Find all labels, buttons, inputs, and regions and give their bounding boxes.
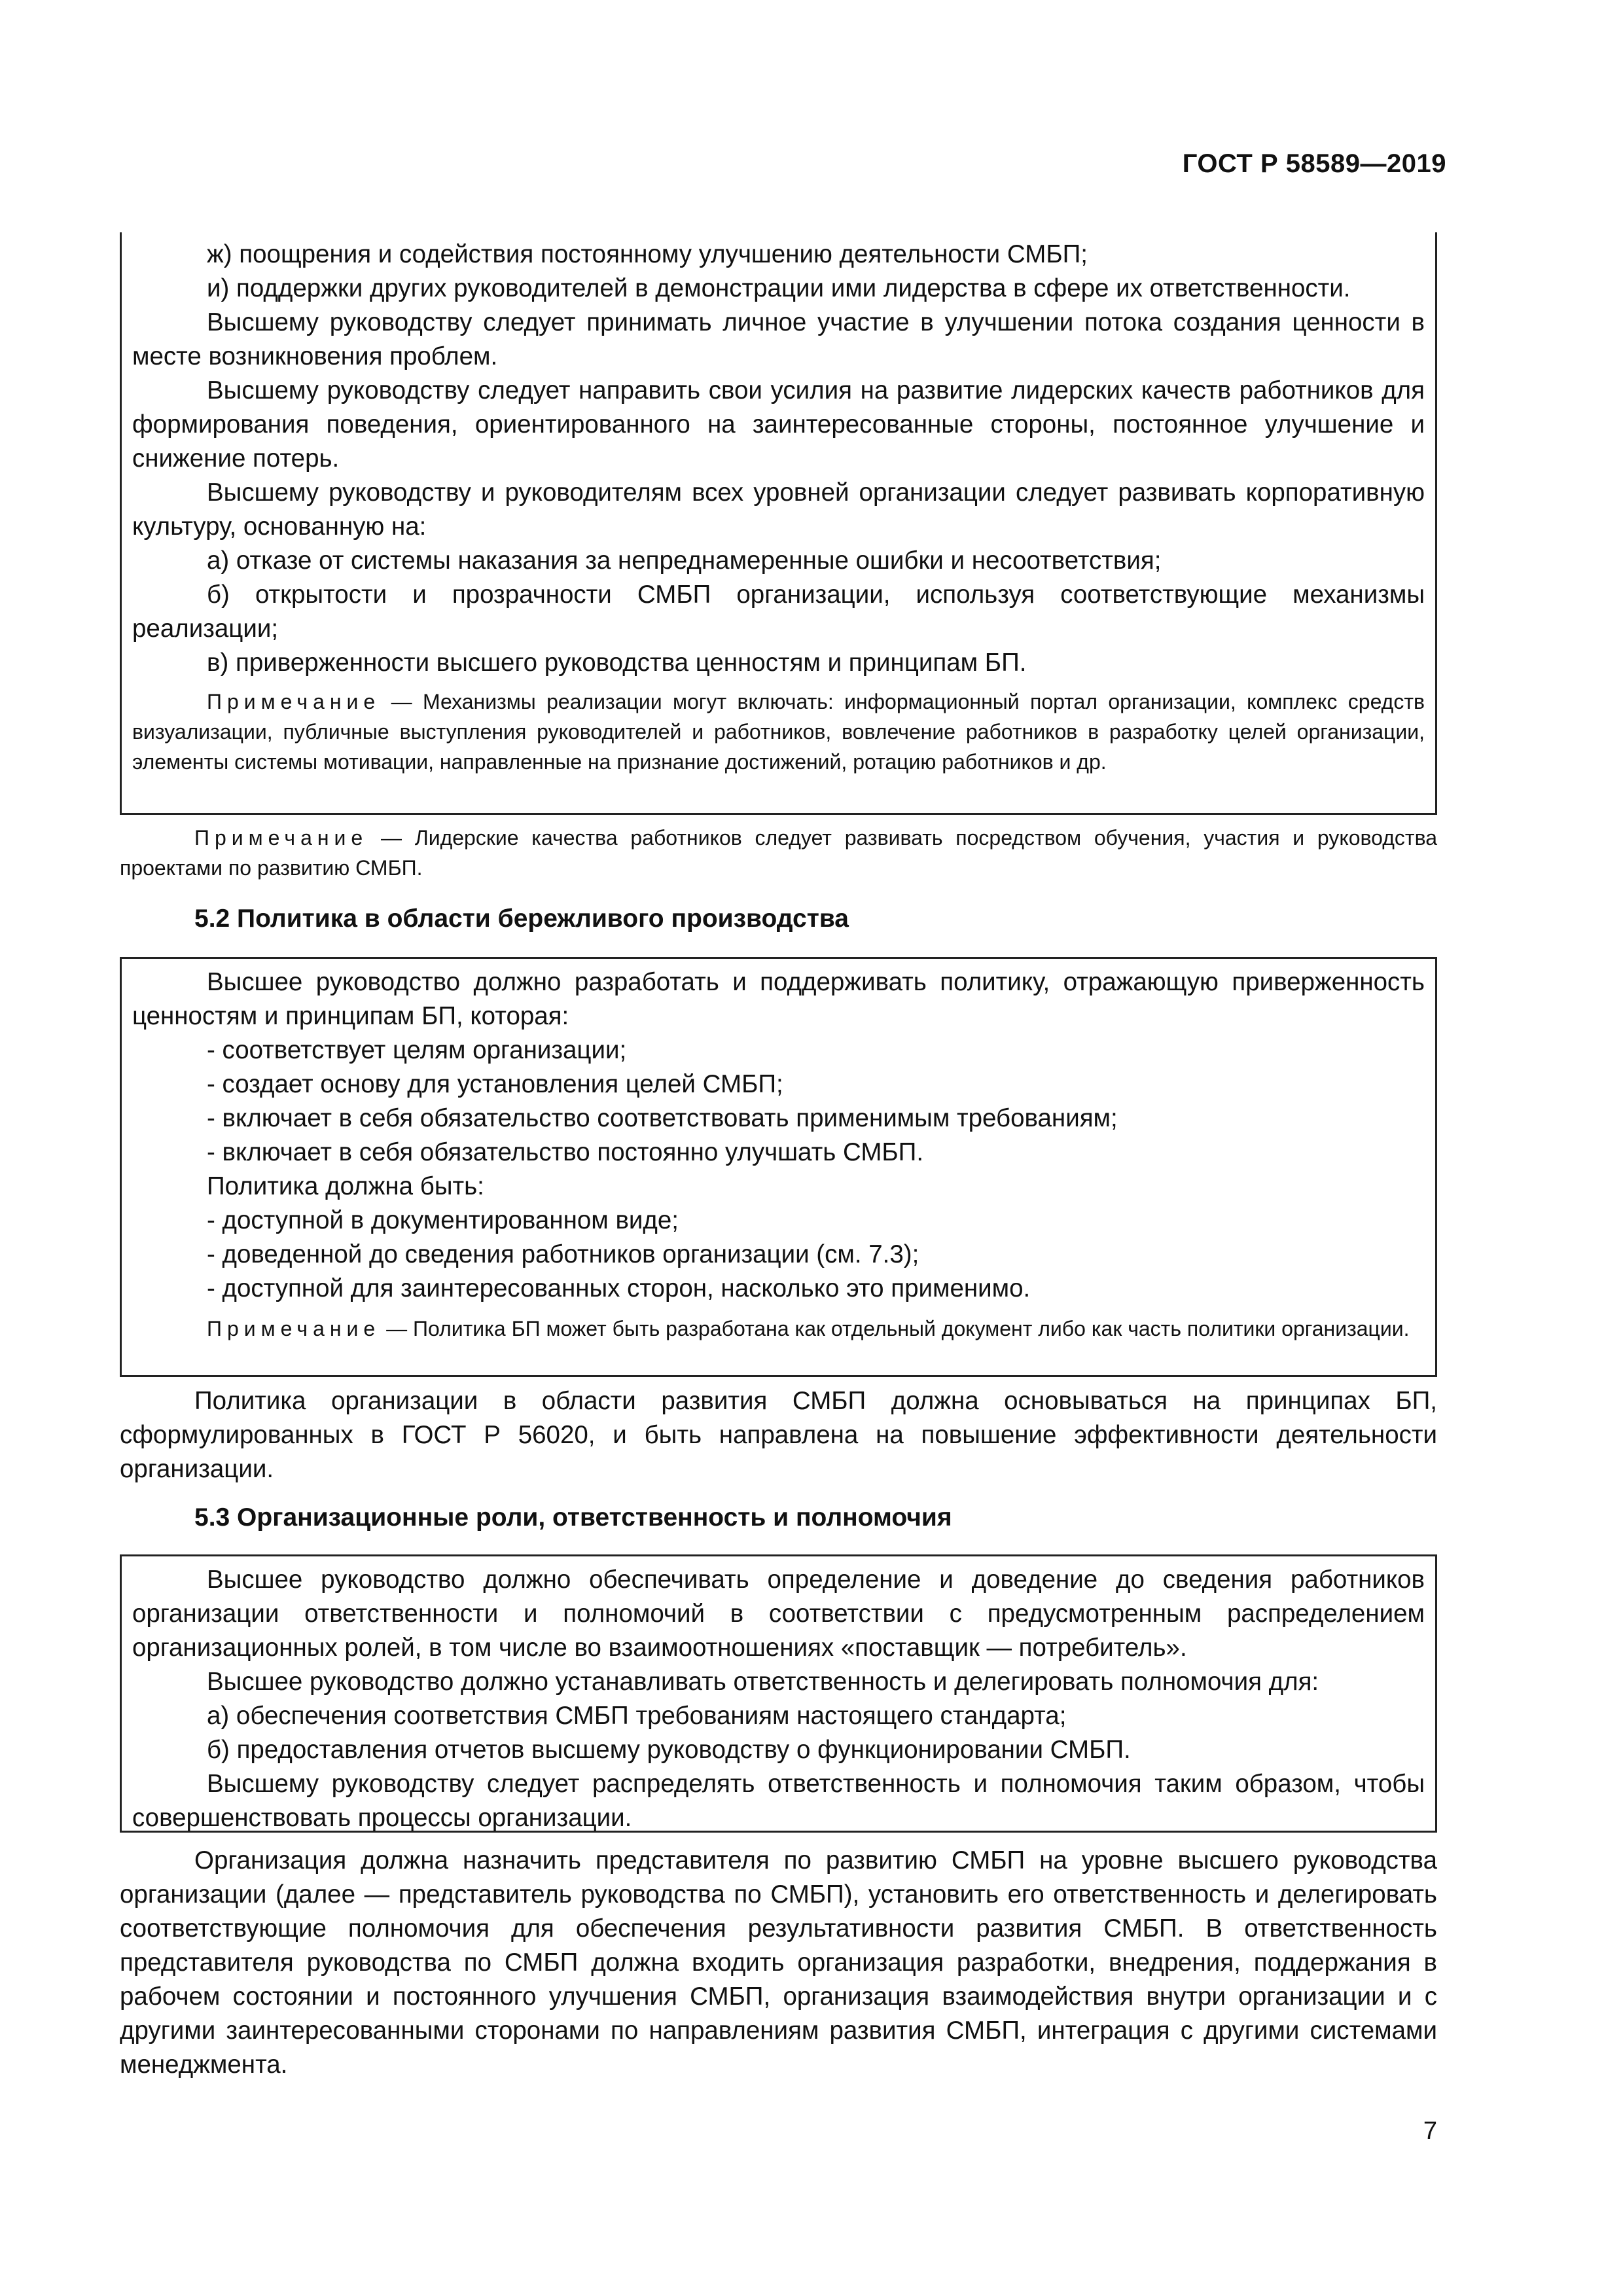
paragraph-block	[120, 1384, 1437, 1486]
list-item: а) отказе от системы наказания за непреднамеренные ошибки и несоответствия;	[207, 547, 1162, 575]
list-item: в) приверженности высшего руководства ценностям и принципам БП.	[207, 649, 1027, 677]
list-item: и) поддержки других руководителей в демонстрации ими лидерства в сфере их ответственности.	[207, 274, 1351, 302]
paragraph: Высшему руководству следует направить свои усилия на развитие лидерских качеств работников для формирования поведения, ориентированного на заинтересованные стороны, постоянное улучшение и снижение потерь.	[132, 376, 1425, 473]
note-label: Примечание	[207, 690, 381, 713]
note	[120, 823, 1437, 883]
standard-header: ГОСТ Р 58589—2019	[1182, 149, 1446, 178]
note	[132, 687, 1425, 777]
paragraph: Организация должна назначить представителя по развитию СМБП на уровне высшего руководства организации (далее — представитель руководства по СМБП), установить его ответственность и делегировать соответствующие полномочия для обеспечения результативности развития СМБП. В ответственность представителя руководства по СМБП должна входить организация разработки, внедрения, поддержания в рабочем состоянии и постоянного улучшения СМБП, организация взаимодействия внутри организации и с другими заинтересованными сторонами по направлениям развития СМБП, интеграция с другими системами менеджмента.	[120, 1846, 1437, 2079]
section-heading-5-2: 5.2 Политика в области бережливого производства	[194, 905, 849, 933]
list-item: - доведенной до сведения работников организации (см. 7.3);	[207, 1240, 919, 1268]
requirements-box-policy	[120, 957, 1437, 1377]
paragraph: Высшему руководству следует распределять ответственность и полномочия таким образом, чтобы совершенствовать процессы организации.	[132, 1770, 1425, 1832]
list-item: - создает основу для установления целей СМБП;	[207, 1070, 783, 1098]
list-item: ж) поощрения и содействия постоянному улучшению деятельности СМБП;	[207, 240, 1088, 268]
note	[132, 1314, 1425, 1344]
list-item: б) открытости и прозрачности СМБП организации, используя соответствующие механизмы реализации;	[132, 581, 1425, 643]
paragraph: Политика организации в области развития СМБП должна основываться на принципах БП, сформулированных в ГОСТ Р 56020, и быть направлена на повышение эффективности деятельности организации.	[120, 1387, 1437, 1483]
list-item: - соответствует целям организации;	[207, 1036, 627, 1064]
paragraph: Политика должна быть:	[207, 1172, 484, 1200]
note-text: — Лидерские качества работников следует развивать посредством обучения, участия и руководства проектами по развитию СМБП.	[120, 826, 1437, 880]
requirements-box-roles	[120, 1554, 1437, 1833]
list-item: - включает в себя обязательство соответствовать применимым требованиям;	[207, 1104, 1118, 1132]
note-block	[120, 823, 1437, 883]
list-item: а) обеспечения соответствия СМБП требованиям настоящего стандарта;	[207, 1702, 1067, 1730]
paragraph: Высшему руководству и руководителям всех уровней организации следует развивать корпоративную культуру, основанную на:	[132, 478, 1425, 541]
list-item: - доступной для заинтересованных сторон, насколько это применимо.	[207, 1274, 1031, 1302]
requirements-box-leadership	[120, 232, 1437, 815]
paragraph: Высшее руководство должно устанавливать ответственность и делегировать полномочия для:	[207, 1668, 1319, 1696]
list-item: - включает в себя обязательство постоянно улучшать СМБП.	[207, 1138, 924, 1166]
note-text: — Политика БП может быть разработана как отдельный документ либо как часть политики организации.	[380, 1317, 1410, 1340]
paragraph: Высшему руководству следует принимать личное участие в улучшении потока создания ценности в месте возникновения проблем.	[132, 308, 1425, 370]
paragraph: Высшее руководство должно разработать и поддерживать политику, отражающую приверженность ценностям и принципам БП, которая:	[132, 968, 1425, 1030]
list-item: б) предоставления отчетов высшему руководству о функционировании СМБП.	[207, 1736, 1131, 1764]
note-text: — Механизмы реализации могут включать: информационный портал организации, комплекс средств визуализации, публичные выступления руководителей и работников, вовлечение работников в разработку целей организации, элементы системы мотивации, направленные на признание достижений, ротацию работников и др.	[132, 690, 1425, 774]
note-label: Примечание	[207, 1317, 381, 1340]
paragraph-block	[120, 1844, 1437, 2082]
page-number: 7	[1423, 2117, 1437, 2145]
paragraph: Высшее руководство должно обеспечивать определение и доведение до сведения работников организации ответственности и полномочий в соответствии с предусмотренным распределением организационных ролей, в том числе во взаимоотношениях «поставщик — потребитель».	[132, 1566, 1425, 1662]
note-label: Примечание	[194, 826, 368, 850]
section-heading-5-3: 5.3 Организационные роли, ответственность и полномочия	[194, 1503, 952, 1532]
list-item: - доступной в документированном виде;	[207, 1206, 679, 1234]
